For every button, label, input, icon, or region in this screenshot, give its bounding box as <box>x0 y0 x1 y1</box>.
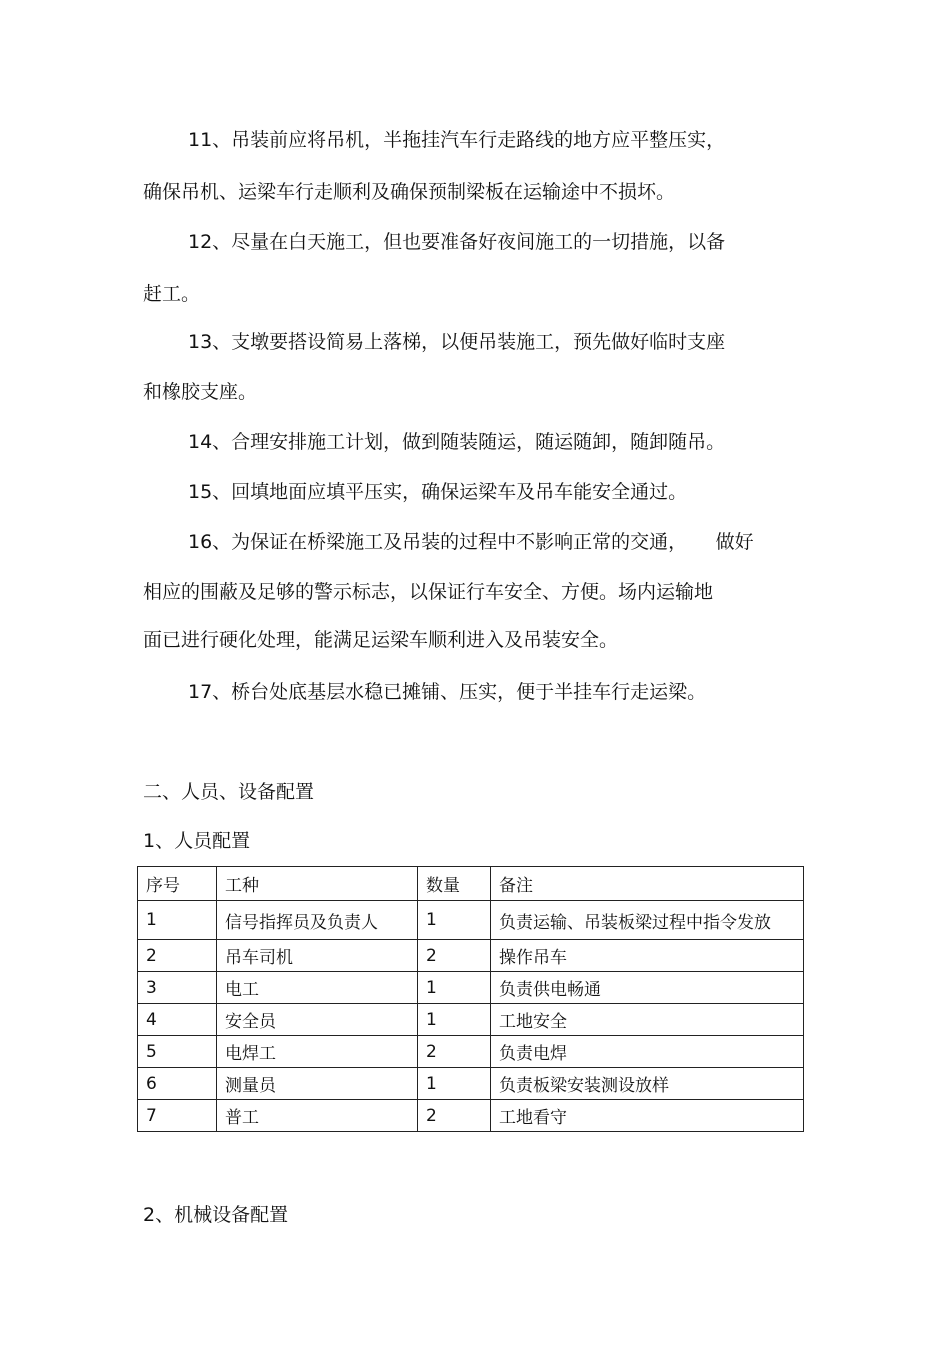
table-header-row <box>138 867 804 901</box>
header-cell: 数量 <box>418 867 491 901</box>
staff-table <box>137 866 804 1132</box>
header-cell: 备注 <box>491 867 804 901</box>
paragraph-12-line1: 12、尽量在白天施工，但也要准备好夜间施工的一切措施，以备 <box>188 231 726 253</box>
table-cell: 1 <box>418 1068 491 1100</box>
header-cell: 工种 <box>217 867 418 901</box>
table-cell: 工地安全 <box>491 1004 804 1036</box>
table-cell: 负责运输、吊装板梁过程中指令发放 <box>491 901 804 940</box>
table-cell: 1 <box>138 901 217 940</box>
table-cell: 普工 <box>217 1100 418 1132</box>
table-cell: 7 <box>138 1100 217 1132</box>
paragraph-16-line2: 相应的围蔽及足够的警示标志，以保证行车安全、方便。场内运输地 <box>143 581 714 603</box>
table-cell: 信号指挥员及负责人 <box>217 901 418 940</box>
paragraph-12-line2: 赶工。 <box>143 283 201 305</box>
table-row <box>138 1036 804 1068</box>
header-cell: 序号 <box>138 867 217 901</box>
section-title: 二、人员、设备配置 <box>143 781 315 803</box>
table-cell: 负责板梁安装测设放样 <box>491 1068 804 1100</box>
subsection-equipment-title: 2、机械设备配置 <box>143 1204 289 1226</box>
table-row <box>138 1100 804 1132</box>
table-cell: 5 <box>138 1036 217 1068</box>
table-cell: 6 <box>138 1068 217 1100</box>
paragraph-13-line1: 13、支墩要搭设简易上落梯，以便吊装施工，预先做好临时支座 <box>188 331 726 353</box>
paragraph-14: 14、合理安排施工计划，做到随装随运，随运随卸，随卸随吊。 <box>188 431 726 453</box>
table-cell: 操作吊车 <box>491 940 804 972</box>
table-row <box>138 901 804 940</box>
table-cell: 安全员 <box>217 1004 418 1036</box>
paragraph-13-line2: 和橡胶支座。 <box>143 381 258 403</box>
table-cell: 1 <box>418 972 491 1004</box>
table-cell: 2 <box>418 1100 491 1132</box>
table-cell: 2 <box>418 1036 491 1068</box>
table-cell: 3 <box>138 972 217 1004</box>
paragraph-16-line1: 16、为保证在桥梁施工及吊装的过程中不影响正常的交通， 做好 <box>188 531 754 553</box>
table-cell: 负责电焊 <box>491 1036 804 1068</box>
table-row <box>138 940 804 972</box>
table-row <box>138 1004 804 1036</box>
paragraph-17: 17、桥台处底基层水稳已摊铺、压实，便于半挂车行走运梁。 <box>188 681 707 703</box>
table-cell: 1 <box>418 901 491 940</box>
table-cell: 4 <box>138 1004 217 1036</box>
table-cell: 负责供电畅通 <box>491 972 804 1004</box>
table-row <box>138 972 804 1004</box>
table-cell: 电焊工 <box>217 1036 418 1068</box>
table-cell: 吊车司机 <box>217 940 418 972</box>
table-cell: 1 <box>418 1004 491 1036</box>
table-row <box>138 1068 804 1100</box>
paragraph-11-line1: 11、吊装前应将吊机，半拖挂汽车行走路线的地方应平整压实， <box>188 129 726 151</box>
paragraph-11-line2: 确保吊机、运梁车行走顺利及确保预制梁板在运输途中不损坏。 <box>143 181 676 203</box>
table-cell: 2 <box>418 940 491 972</box>
paragraph-15: 15、回填地面应填平压实，确保运梁车及吊车能安全通过。 <box>188 481 688 503</box>
table-cell: 测量员 <box>217 1068 418 1100</box>
table-cell: 电工 <box>217 972 418 1004</box>
paragraph-16-line3: 面已进行硬化处理，能满足运梁车顺利进入及吊装安全。 <box>143 629 619 651</box>
subsection-staff-title: 1、人员配置 <box>143 830 251 852</box>
table-cell: 工地看守 <box>491 1100 804 1132</box>
table-cell: 2 <box>138 940 217 972</box>
